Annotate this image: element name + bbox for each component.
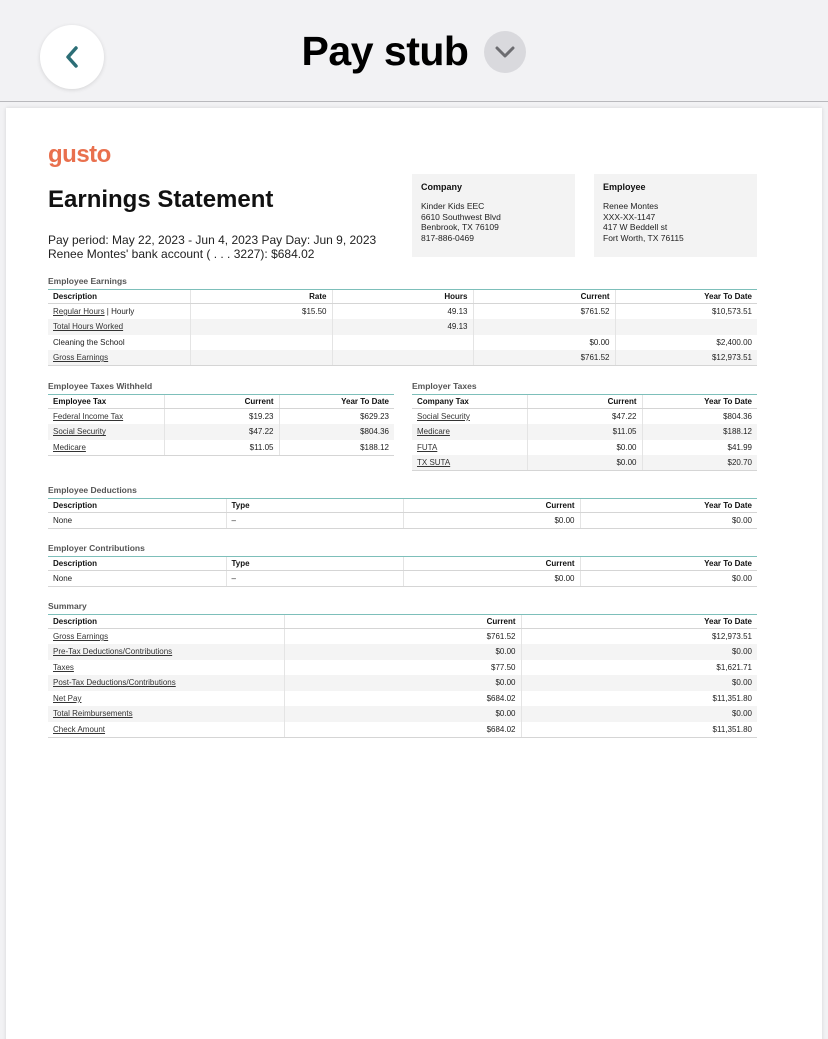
table-header-row [48, 557, 757, 571]
gross-earnings-link[interactable]: Gross Earnings [53, 353, 109, 362]
futa-link[interactable]: FUTA [417, 442, 438, 452]
er-social-security-link[interactable]: Social Security [417, 412, 470, 421]
table-header-row [412, 395, 757, 409]
cell-current: $684.02 [284, 691, 521, 707]
cell-current [473, 319, 615, 335]
company-name: Kinder Kids EEC [421, 201, 485, 211]
table-row [48, 304, 757, 320]
employee-address: 417 W Beddell st [603, 222, 668, 232]
cell-rate [190, 319, 332, 335]
table-row [48, 319, 757, 335]
table-row [48, 660, 757, 676]
summary-table [48, 614, 757, 738]
cell-current: $0.00 [527, 440, 642, 456]
summary-gross-earnings-link[interactable]: Gross Earnings [53, 632, 109, 641]
col-ytd: Year To Date [615, 290, 757, 304]
cell-current: $0.00 [284, 706, 521, 722]
col-current: Current [284, 615, 521, 629]
table-row [48, 440, 394, 456]
earnings-table [48, 289, 757, 366]
employee-ssn: XXX-XX-1147 [603, 211, 656, 222]
nav-bar [0, 0, 828, 102]
company-info-box [412, 174, 575, 257]
col-ytd: Year To Date [642, 395, 757, 409]
cell-ytd: $11,351.80 [521, 722, 757, 738]
cell-current: $11.05 [164, 440, 279, 456]
col-description: Description [48, 557, 226, 571]
cell-hours [332, 350, 473, 366]
table-header-row [48, 615, 757, 629]
employee-taxes-label: Employee Taxes Withheld [48, 381, 153, 391]
table-row [412, 455, 757, 471]
cell-current: $0.00 [403, 513, 580, 529]
col-ytd: Year To Date [521, 615, 757, 629]
cell-hours: 49.13 [332, 319, 473, 335]
col-current: Current [403, 499, 580, 513]
cell-rate: $15.50 [190, 304, 332, 320]
col-description: Description [48, 615, 284, 629]
company-city: Benbrook, TX 76109 [421, 222, 499, 232]
col-current: Current [527, 395, 642, 409]
contributions-table [48, 556, 757, 587]
cell-current: $0.00 [473, 335, 615, 351]
cell-current: $19.23 [164, 409, 279, 425]
cell-ytd: $629.23 [279, 409, 394, 425]
cell-ytd: $11,351.80 [521, 691, 757, 707]
summary-pretax-link[interactable]: Pre-Tax Deductions/Contributions [53, 647, 173, 657]
col-employee-tax: Employee Tax [48, 395, 164, 409]
cell-type: – [226, 513, 403, 529]
table-row [48, 571, 757, 587]
table-header-row [48, 290, 757, 304]
cell-current: $47.22 [527, 409, 642, 425]
employee-city: Fort Worth, TX 76115 [603, 232, 684, 243]
cell-ytd: $0.00 [580, 513, 757, 529]
title-menu-button[interactable] [484, 31, 526, 73]
employee-taxes-table [48, 394, 394, 456]
col-ytd: Year To Date [580, 557, 757, 571]
table-row [48, 513, 757, 529]
cell-current: $0.00 [527, 455, 642, 471]
cell-current: $761.52 [473, 350, 615, 366]
cell-description: Cleaning the School [53, 337, 125, 347]
table-row [48, 424, 394, 440]
statement-title: Earnings Statement [48, 186, 274, 213]
table-row [48, 644, 757, 660]
cell-ytd: $41.99 [642, 440, 757, 456]
cell-current: $0.00 [284, 675, 521, 691]
cell-current: $11.05 [527, 424, 642, 440]
table-row [48, 691, 757, 707]
cell-ytd: $0.00 [521, 644, 757, 660]
table-row [48, 675, 757, 691]
col-type: Type [226, 499, 403, 513]
summary-taxes-link[interactable]: Taxes [53, 662, 74, 672]
col-current: Current [164, 395, 279, 409]
cell-current: $684.02 [284, 722, 521, 738]
bank-account-line: Renee Montes' bank account ( . . . 3227): $684.02 [48, 247, 315, 261]
medicare-link[interactable]: Medicare [53, 442, 86, 452]
cell-current: $761.52 [473, 304, 615, 320]
table-row [48, 722, 757, 738]
table-row [48, 335, 757, 351]
cell-ytd: $2,400.00 [615, 335, 757, 351]
col-ytd: Year To Date [580, 499, 757, 513]
cell-current: $77.50 [284, 660, 521, 676]
cell-ytd: $20.70 [642, 455, 757, 471]
table-row [48, 629, 757, 645]
cell-current: $47.22 [164, 424, 279, 440]
table-header-row [48, 395, 394, 409]
table-row [412, 424, 757, 440]
summary-net-pay-link[interactable]: Net Pay [53, 693, 82, 703]
chevron-down-icon [494, 45, 516, 59]
col-ytd: Year To Date [279, 395, 394, 409]
col-hours: Hours [332, 290, 473, 304]
employee-name: Renee Montes [603, 201, 659, 211]
row-type: | Hourly [104, 307, 135, 316]
summary-posttax-link[interactable]: Post-Tax Deductions/Contributions [53, 678, 176, 688]
table-row [412, 409, 757, 425]
table-row [412, 440, 757, 456]
cell-current: $761.52 [284, 629, 521, 645]
col-description: Description [48, 499, 226, 513]
contributions-label: Employer Contributions [48, 543, 145, 553]
deductions-table [48, 498, 757, 529]
summary-check-amount-link[interactable]: Check Amount [53, 724, 106, 734]
cell-ytd: $804.36 [279, 424, 394, 440]
employee-info-box [594, 174, 757, 257]
cell-ytd: $0.00 [521, 675, 757, 691]
col-current: Current [473, 290, 615, 304]
col-type: Type [226, 557, 403, 571]
cell-ytd: $188.12 [642, 424, 757, 440]
table-row [48, 409, 394, 425]
summary-label: Summary [48, 601, 87, 611]
summary-reimbursements-link[interactable]: Total Reimbursements [53, 709, 133, 719]
tx-suta-link[interactable]: TX SUTA [417, 458, 451, 467]
pay-stub-document [6, 108, 822, 1039]
company-address: 6610 Southwest Blvd [421, 211, 501, 222]
employer-taxes-table [412, 394, 757, 471]
col-rate: Rate [190, 290, 332, 304]
cell-ytd: $0.00 [521, 706, 757, 722]
table-header-row [48, 499, 757, 513]
cell-ytd: $804.36 [642, 409, 757, 425]
cell-rate [190, 335, 332, 351]
social-security-link[interactable]: Social Security [53, 427, 106, 437]
cell-ytd: $12,973.51 [521, 629, 757, 645]
employee-heading: Employee [603, 182, 646, 192]
col-description: Description [48, 290, 190, 304]
cell-current: $0.00 [403, 571, 580, 587]
earnings-label: Employee Earnings [48, 276, 127, 286]
cell-ytd: $10,573.51 [615, 304, 757, 320]
deductions-label: Employee Deductions [48, 485, 137, 495]
cell-hours: 49.13 [332, 304, 473, 320]
page-title: Pay stub [301, 28, 469, 74]
employer-taxes-label: Employer Taxes [412, 381, 477, 391]
cell-ytd: $1,621.71 [521, 660, 757, 676]
cell-type: – [226, 571, 403, 587]
cell-rate [190, 350, 332, 366]
col-current: Current [403, 557, 580, 571]
total-hours-link[interactable]: Total Hours Worked [53, 322, 124, 332]
cell-ytd [615, 319, 757, 335]
pay-period: Pay period: May 22, 2023 - Jun 4, 2023 Pay Day: Jun 9, 2023 [48, 233, 377, 247]
federal-income-tax-link[interactable]: Federal Income Tax [53, 412, 124, 421]
er-medicare-link[interactable]: Medicare [417, 427, 450, 437]
company-heading: Company [421, 182, 463, 192]
company-phone: 817-886-0469 [421, 232, 474, 243]
cell-ytd: $188.12 [279, 440, 394, 456]
cell-description: None [48, 513, 226, 529]
table-row [48, 706, 757, 722]
col-company-tax: Company Tax [412, 395, 527, 409]
cell-ytd: $12,973.51 [615, 350, 757, 366]
cell-description: None [48, 571, 226, 587]
table-row [48, 350, 757, 366]
cell-ytd: $0.00 [580, 571, 757, 587]
gusto-logo: gusto [48, 141, 111, 168]
cell-current: $0.00 [284, 644, 521, 660]
cell-hours [332, 335, 473, 351]
regular-hours-link[interactable]: Regular Hours [53, 307, 105, 316]
